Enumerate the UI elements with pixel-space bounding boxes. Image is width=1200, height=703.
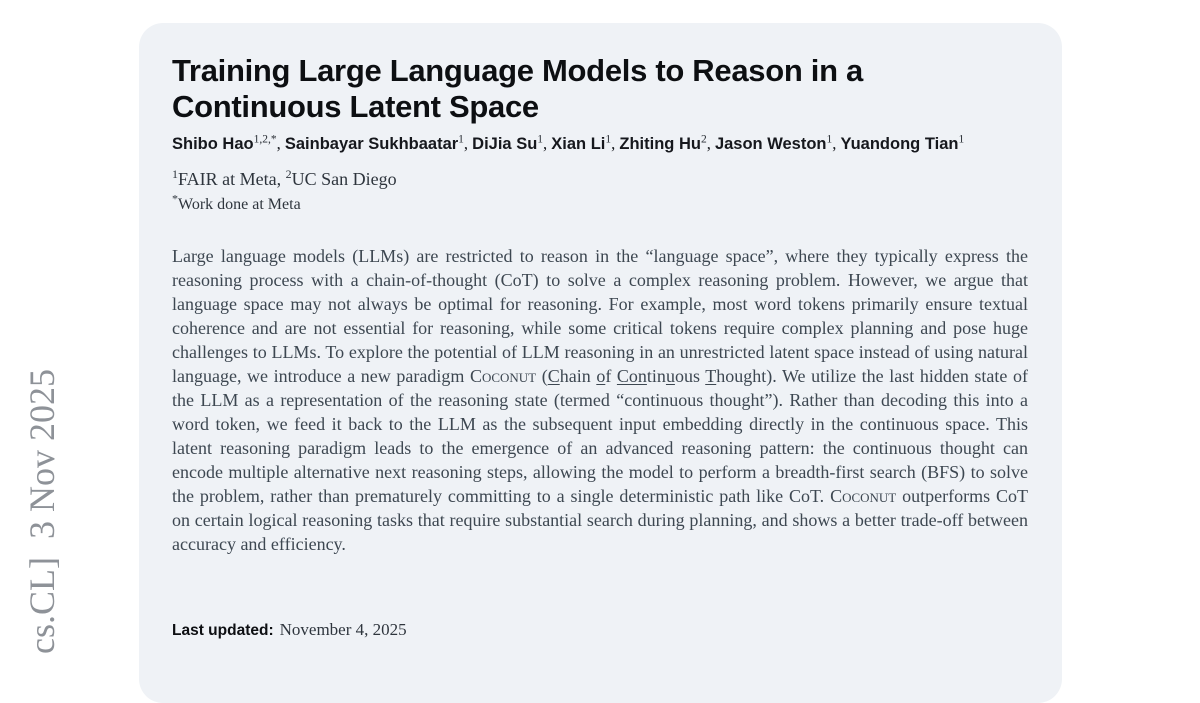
author bbox=[472, 135, 543, 153]
abstract-segment: Large language models (LLMs) are restricted to reason in the “language space”, where they typically express the reasoning process with a chain-of-thought (CoT) to solve a complex reasoning problem. However, we argue that language space may not always be optimal for reasoning. For example, most word tokens primarily ensure textual coherence and are not essential for reasoning, while some critical tokens require complex planning and pose huge challenges to LLMs. To explore the potential of LLM reasoning in an unrestricted latent space instead of using natural language, we introduce a new paradigm bbox=[172, 246, 1028, 386]
affiliation-superscript: 2 bbox=[285, 167, 292, 181]
arxiv-sidebar-text: cs.CL] 3 Nov 2025 bbox=[22, 369, 62, 654]
affiliations-line bbox=[172, 166, 1028, 193]
author bbox=[172, 135, 277, 153]
author-name: Sainbayar Sukhbaatar bbox=[284, 135, 459, 153]
affiliation-text: FAIR at Meta, bbox=[178, 169, 286, 189]
abstract-segment: hain bbox=[559, 366, 597, 386]
author-superscript: 1 bbox=[958, 133, 965, 146]
author-superscript: 1 bbox=[537, 133, 544, 146]
author-separator: , bbox=[463, 134, 473, 153]
author bbox=[619, 135, 706, 153]
abstract-segment: Coconut bbox=[830, 486, 897, 506]
last-updated-row bbox=[172, 620, 1028, 640]
abstract-segment: ( bbox=[536, 366, 548, 386]
author-name: DiJia Su bbox=[472, 135, 538, 153]
author-name: Shibo Hao bbox=[172, 135, 254, 153]
abstract-segment: u bbox=[665, 366, 675, 386]
abstract-segment: outperforms CoT on certain logical reasoning tasks that require substantial search during planning, and shows a better trade-off between accuracy and efficiency. bbox=[172, 486, 1028, 554]
note-superscript: * bbox=[172, 191, 178, 206]
work-note-line bbox=[172, 193, 1028, 217]
author-superscript: 1 bbox=[826, 133, 833, 146]
abstract-segment: f bbox=[605, 366, 617, 386]
last-updated-date: November 4, 2025 bbox=[279, 620, 407, 639]
abstract-segment: T bbox=[705, 366, 717, 386]
abstract-segment: o bbox=[596, 366, 606, 386]
paper-title: Training Large Language Models to Reason in a Continuous Latent Space bbox=[172, 53, 863, 124]
author-superscript: 1 bbox=[458, 133, 464, 146]
affiliation-superscript: 1 bbox=[172, 167, 178, 181]
note-text: Work done at Meta bbox=[178, 196, 301, 213]
author-separator: , bbox=[276, 134, 285, 153]
author-name: Jason Weston bbox=[714, 135, 827, 153]
author-separator: , bbox=[832, 134, 841, 153]
author-superscript: 1 bbox=[605, 133, 612, 146]
abstract-segment: tin bbox=[646, 366, 666, 386]
paper-card bbox=[139, 23, 1062, 703]
author-separator: , bbox=[706, 134, 715, 153]
abstract-text bbox=[172, 244, 1028, 604]
abstract-segment: C bbox=[547, 366, 560, 386]
author bbox=[841, 135, 965, 153]
author-separator: , bbox=[611, 134, 620, 153]
authors-line bbox=[172, 131, 1028, 157]
affiliation-text: UC San Diego bbox=[291, 169, 397, 189]
author-superscript: 2 bbox=[700, 133, 707, 146]
author-separator: , bbox=[543, 134, 552, 153]
author bbox=[285, 135, 464, 153]
author-name: Xian Li bbox=[551, 135, 606, 153]
author bbox=[715, 135, 832, 153]
author-name: Yuandong Tian bbox=[840, 135, 959, 153]
abstract-segment: Coconut bbox=[469, 366, 537, 386]
author-superscript: 1,2,* bbox=[253, 133, 277, 146]
abstract-segment: hought). We utilize the last hidden state of the LLM as a representation of the reasoning state (termed “continuous thought”). Rather than decoding this into a word token, we feed it back to the LLM as the subsequent input embedding directly in the continuous space. This latent reasoning paradigm leads to the emergence of an advanced reasoning pattern: the continuous thought can encode multiple alternative next reasoning steps, allowing the model to perform a breadth-first search (BFS) to solve the problem, rather than prematurely committing to a single deterministic path like CoT. bbox=[172, 366, 1029, 506]
abstract-segment: Con bbox=[616, 366, 647, 386]
author bbox=[551, 135, 611, 153]
abstract-segment: ous bbox=[674, 366, 706, 386]
last-updated-label: Last updated: bbox=[172, 622, 274, 639]
author-name: Zhiting Hu bbox=[619, 135, 701, 153]
